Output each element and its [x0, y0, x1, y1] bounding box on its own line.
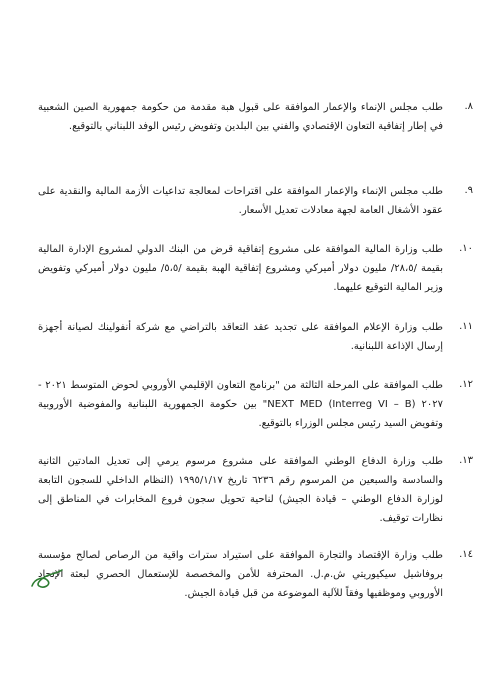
- item-number: ٩.: [464, 185, 473, 196]
- item-text: طلب وزارة الإعلام الموافقة على تجديد عقد التعاقد بالتراضي مع شركة أنفولينك لصيانة أجهزة إرسال الإذاعة اللبنانية.: [38, 322, 443, 352]
- item-number: ١١.: [459, 321, 473, 332]
- item-text: طلب وزارة الإقتصاد والتجارة الموافقة على استيراد سترات واقية من الرصاص لصالح مؤسسة بروفاشيل سيكيوريتي ش.م.ل. المحترفة للأمن والمخصصة للإستعمال الحصري لبعثة الإتحاد الأوروبي وموظفيها وفقاً للآلية الموضوعة من قبل قيادة الجيش.: [38, 550, 443, 599]
- item-text: طلب مجلس الإنماء والإعمار الموافقة على قبول هبة مقدمة من حكومة جمهورية الصين الشعبية في إطار إتفاقية التعاون الإقتصادي والفني بين البلدين وتفويض رئيس الوفد اللبناني بالتوقيع.: [38, 102, 443, 132]
- agenda-item-14: [38, 546, 473, 603]
- agenda-item-8: [38, 98, 473, 136]
- item-number: ١٤.: [459, 549, 473, 560]
- agenda-item-12: [38, 376, 473, 433]
- item-number: ١٢.: [459, 379, 473, 390]
- item-number: ١٠.: [459, 243, 473, 254]
- agenda-item-11: [38, 318, 473, 356]
- item-text: طلب وزارة الدفاع الوطني الموافقة على مشروع مرسوم يرمي إلى تعديل المادتين الثانية والسادسة والسبعين من المرسوم رقم ٦٢٣٦ تاريخ ١٩٩٥/١/١٧ (النظام الداخلي للسجون التابعة لوزارة الدفاع الوطني – قيادة الجيش) لناحية تحويل سجون فروع المخابرات في المناطق إلى نظارات توقيف.: [38, 456, 443, 524]
- agenda-item-10: [38, 240, 473, 297]
- agenda-item-13: [38, 452, 473, 528]
- handwritten-signature: [26, 564, 66, 594]
- item-number: ٨.: [464, 101, 473, 112]
- agenda-item-9: [38, 182, 473, 220]
- item-text: طلب مجلس الإنماء والإعمار الموافقة على اقتراحات لمعالجة تداعيات الأزمة المالية والنقدية على عقود الأشغال العامة لجهة معادلات تعديل الأسعار.: [38, 186, 443, 216]
- item-text: طلب الموافقة على المرحلة الثالثة من "برنامج التعاون الإقليمي الأوروبي لحوض المتوسط ٢٠٢١ - ٢٠٢٧ (Interreg VI – B) NEXT MED" بين حكومة الجمهورية اللبنانية والمفوضية الأوروبية وتفويض السيد رئيس مجلس الوزراء بالتوقيع.: [38, 380, 444, 429]
- item-number: ١٣.: [459, 455, 473, 466]
- item-text: طلب وزارة المالية الموافقة على مشروع إتفاقية قرض من البنك الدولي لمشروع الإدارة المالية بقيمة /٢٨،٥/ مليون دولار أميركي ومشروع إتفاقية الهبة بقيمة /٥،٥/ مليون دولار أميركي وتفويض وزير المالية التوقيع عليهما.: [38, 244, 443, 293]
